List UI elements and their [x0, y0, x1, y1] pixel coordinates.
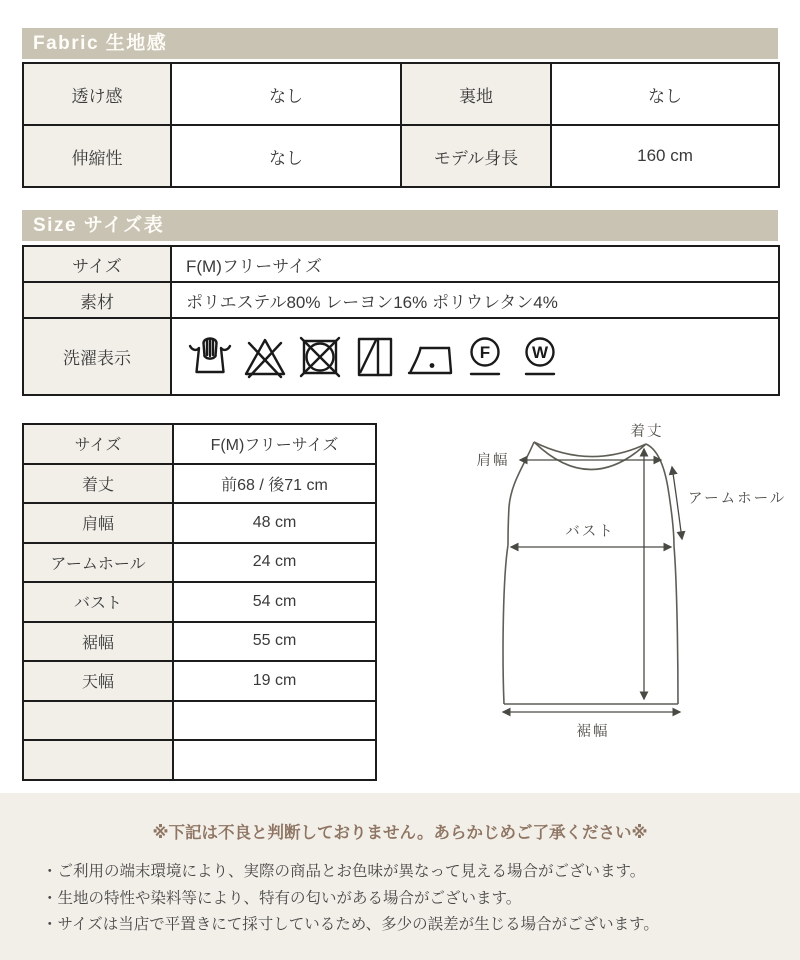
care-letter-f: F	[479, 342, 491, 362]
measure-value-length: 前68 / 後71 cm	[173, 464, 376, 504]
line-dry-in-shade-icon	[351, 333, 399, 381]
table-row	[23, 543, 376, 583]
spec-label-model-height: モデル身長	[401, 125, 551, 187]
measure-value-shoulder: 48 cm	[173, 503, 376, 543]
measure-value-empty-2	[173, 740, 376, 780]
measure-label-empty-1	[23, 701, 173, 741]
table-row	[23, 464, 376, 504]
diagram-label-hem: 裾幅	[576, 724, 610, 740]
spec-label-lining: 裏地	[401, 63, 551, 125]
spec-label-sheerness: 透け感	[23, 63, 171, 125]
care-symbols-cell	[171, 318, 779, 395]
diagram-label-length: 着丈	[630, 424, 664, 440]
table-row	[23, 63, 779, 125]
do-not-tumble-dry-icon	[296, 333, 344, 381]
do-not-bleach-icon	[241, 333, 289, 381]
dry-clean-F-gentle-icon	[461, 333, 509, 381]
info-label-size: サイズ	[23, 246, 171, 282]
table-row	[23, 503, 376, 543]
table-row	[23, 282, 779, 318]
measure-label-shoulder: 肩幅	[23, 503, 173, 543]
table-row	[23, 740, 376, 780]
measure-value-armhole: 24 cm	[173, 543, 376, 583]
spec-value-model-height: 160 cm	[551, 125, 779, 187]
spec-value-sheerness: なし	[171, 63, 401, 125]
table-row	[23, 125, 779, 187]
disclaimer-item: ・ご利用の端末環境により、実際の商品とお色味が異なって見える場合がございます。	[42, 863, 646, 880]
measure-label-empty-2	[23, 740, 173, 780]
measure-value-bust: 54 cm	[173, 582, 376, 622]
garment-measurement-diagram	[396, 412, 788, 752]
dimension-arrows	[503, 449, 682, 712]
fabric-section-title: Fabric 生地感	[22, 28, 778, 59]
measure-label-length: 着丈	[23, 464, 173, 504]
hand-wash-icon	[186, 333, 234, 381]
measurement-table	[22, 423, 377, 781]
spec-label-stretch: 伸縮性	[23, 125, 171, 187]
spec-value-stretch: なし	[171, 125, 401, 187]
disclaimer-heading: ※下記は不良と判断しておりません。あらかじめご了承ください※	[152, 824, 648, 842]
measure-label-armhole: アームホール	[23, 543, 173, 583]
wet-clean-W-gentle-icon	[516, 333, 564, 381]
info-value-size: F(M)フリーサイズ	[171, 246, 779, 282]
care-symbol-strip	[186, 333, 777, 381]
table-row	[23, 424, 376, 464]
diagram-label-bust: バスト	[565, 524, 615, 540]
info-label-care: 洗濯表示	[23, 318, 171, 395]
measure-label-hem: 裾幅	[23, 622, 173, 662]
care-letter-w: W	[531, 342, 549, 362]
measure-label-bust: バスト	[23, 582, 173, 622]
measure-value-size: F(M)フリーサイズ	[173, 424, 376, 464]
size-info-table	[22, 245, 780, 396]
info-value-material: ポリエステル80% レーヨン16% ポリウレタン4%	[171, 282, 779, 318]
diagram-label-shoulder: 肩幅	[476, 453, 510, 469]
disclaimer-section	[0, 793, 800, 960]
disclaimer-list	[42, 859, 800, 939]
spec-value-lining: なし	[551, 63, 779, 125]
table-row	[23, 701, 376, 741]
table-row	[23, 582, 376, 622]
measure-label-top-width: 天幅	[23, 661, 173, 701]
size-section-title: Size サイズ表	[22, 210, 778, 241]
measure-value-top-width: 19 cm	[173, 661, 376, 701]
table-row	[23, 622, 376, 662]
fabric-spec-table	[22, 62, 780, 188]
measure-label-size: サイズ	[23, 424, 173, 464]
measure-value-hem: 55 cm	[173, 622, 376, 662]
iron-low-one-dot-icon	[406, 333, 454, 381]
table-row	[23, 246, 779, 282]
disclaimer-item: ・サイズは当店で平置きにて採寸しているため、多少の誤差が生じる場合がございます。	[42, 916, 659, 933]
info-label-material: 素材	[23, 282, 171, 318]
table-row	[23, 318, 779, 395]
table-row	[23, 661, 376, 701]
diagram-label-armhole: アームホール	[688, 491, 787, 507]
measure-value-empty-1	[173, 701, 376, 741]
disclaimer-item: ・生地の特性や染料等により、特有の匂いがある場合がございます。	[42, 889, 522, 907]
tank-top-outline	[503, 442, 678, 704]
